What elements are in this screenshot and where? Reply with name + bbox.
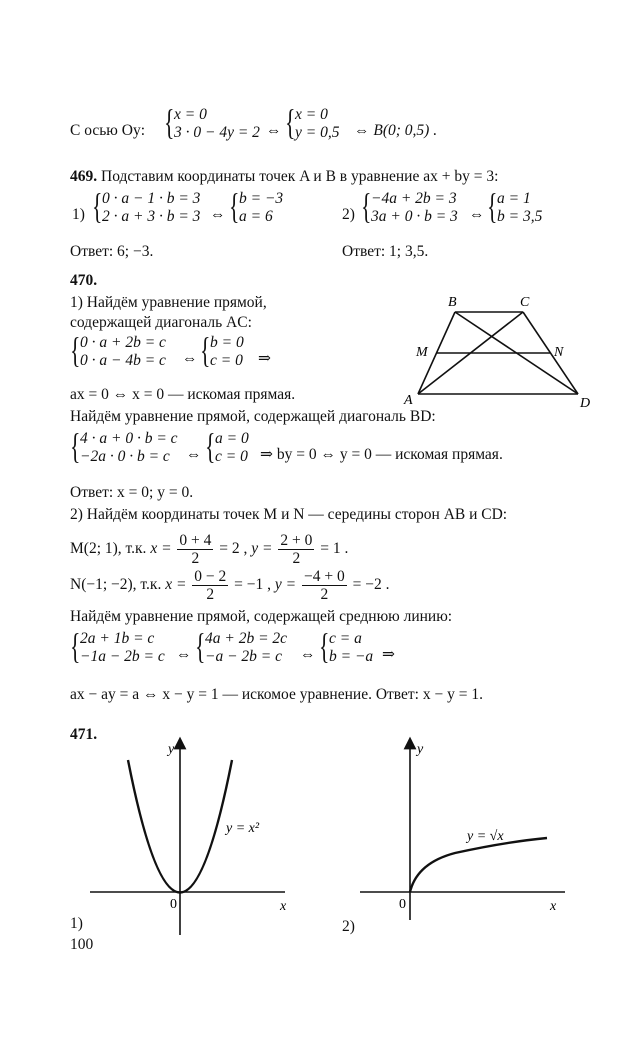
system-469-1a: { 0 · a − 1 · b = 3 2 · a + 3 · b = 3 [92, 186, 201, 226]
equiv-arrow: ⇔ [182, 350, 198, 367]
system-470-b: { b = 0 c = 0 [200, 330, 244, 370]
oy-result: ⇔ B(0; 0,5) . [354, 122, 438, 139]
fraction: $\frac{0 + 4}{2}$ [179, 531, 212, 567]
y-axis-label: y [168, 742, 175, 757]
system-470-e: { 2a + 1b = c −1a − 2b = c [70, 626, 165, 666]
graph-sqrt [355, 735, 575, 925]
problem-470-line4: 2) Найдём координаты точек M и N — середины сторон AB и CD: [70, 506, 508, 523]
system-469-1b: { b = −3 a = 6 [229, 186, 284, 226]
system-470-a: { 0 · a + 2b = c 0 · a − 4b = c [70, 330, 166, 370]
fraction: $\frac{0 - 2}{2}$ [194, 567, 227, 603]
problem-number: 470. [70, 272, 98, 289]
oy-system-2: { x = 0 y = 0,5 [285, 102, 340, 142]
system-470-c: { 4 · a + 0 · b = c −2a · 0 · b = c [70, 426, 178, 466]
origin-label: 0 [399, 897, 406, 912]
problem-number: 469. [70, 168, 98, 185]
equiv-arrow: ⇔ [210, 206, 226, 223]
midpoint-n-line: N(−1; −2), т.к. x = $\frac{0 - 2}{2}$ = −1 , y = $\frac{-4 + 0}{2}$ = −2 . [70, 567, 390, 603]
equiv-arrow: ⇔ [266, 122, 282, 139]
origin-label: 0 [170, 897, 177, 912]
page-number: 100 [70, 936, 94, 953]
oy-system-1: { x = 0 3 · 0 − 4y = 2 [164, 102, 260, 142]
oy-prefix: С осью Oy: [70, 122, 146, 139]
function-label: y = √x [467, 829, 504, 844]
answer-469-2: Ответ: 1; 3,5. [342, 243, 429, 260]
problem-470-line3: Найдём уравнение прямой, содержащей диагональ BD: [70, 408, 436, 425]
label-n: N [554, 345, 564, 360]
system-469-2b: { a = 1 b = 3,5 [487, 186, 543, 226]
part-label: 1) [72, 206, 85, 223]
system-469-2a: { −4a + 2b = 3 3a + 0 · b = 3 [361, 186, 458, 226]
trapezoid-figure [400, 290, 600, 410]
implies-arrow: ⇒ [258, 350, 271, 367]
label-m: M [416, 345, 428, 360]
label-a: A [404, 393, 413, 408]
fraction: $\frac{2 + 0}{2}$ [280, 531, 313, 567]
label-d: D [580, 396, 591, 410]
y-axis-label: y [417, 742, 424, 757]
problem-470-line5: Найдём уравнение прямой, содержащей среднюю линию: [70, 608, 453, 625]
problem-470-line1: 1) Найдём уравнение прямой, [70, 294, 267, 311]
equiv-arrow: ⇔ [186, 446, 202, 463]
fraction: $\frac{-4 + 0}{2}$ [304, 567, 345, 603]
system-470-d: { a = 0 c = 0 [205, 426, 249, 466]
function-label: y = x² [226, 821, 260, 836]
x-axis-label: x [280, 899, 287, 914]
problem-469-text: Подставим координаты точек A и B в уравнение ax + by = 3: [101, 168, 499, 185]
sqrt-curve [410, 838, 547, 892]
equiv-arrow: ⇔ [300, 646, 316, 663]
system-470-f: { 4a + 2b = 2c −a − 2b = c [195, 626, 288, 666]
problem-number: 471. [70, 726, 98, 743]
final-equation: ax − ay = a ⇔ x − y = 1 — искомое уравнение. Ответ: x − y = 1. [70, 686, 483, 703]
label-c: C [520, 295, 530, 310]
conclusion-ac: ax = 0 ⇔ x = 0 — искомая прямая. [70, 386, 296, 403]
part-label: 2) [342, 206, 355, 223]
implies-arrow: ⇒ [382, 646, 395, 663]
answer-469-1: Ответ: 6; −3. [70, 243, 154, 260]
answer-470-1: Ответ: x = 0; y = 0. [70, 484, 194, 501]
graph-parabola [80, 735, 310, 940]
graph-1-caption: 1) [70, 915, 83, 932]
problem-470-line2: содержащей диагональ AC: [70, 314, 252, 331]
midpoint-m-line: M(2; 1), т.к. x = $\frac{0 + 4}{2}$ = 2 , y = $\frac{2 + 0}{2}$ = 1 . [70, 531, 349, 567]
x-axis-label: x [550, 899, 557, 914]
system-470-g: { c = a b = −a [319, 626, 374, 666]
graph-2-caption: 2) [342, 918, 355, 935]
equiv-arrow: ⇔ [469, 206, 485, 223]
problem-469-header [70, 168, 498, 186]
conclusion-bd: ⇒ by = 0 ⇔ y = 0 — искомая прямая. [260, 446, 503, 463]
equiv-arrow: ⇔ [176, 646, 192, 663]
label-b: B [448, 295, 457, 310]
